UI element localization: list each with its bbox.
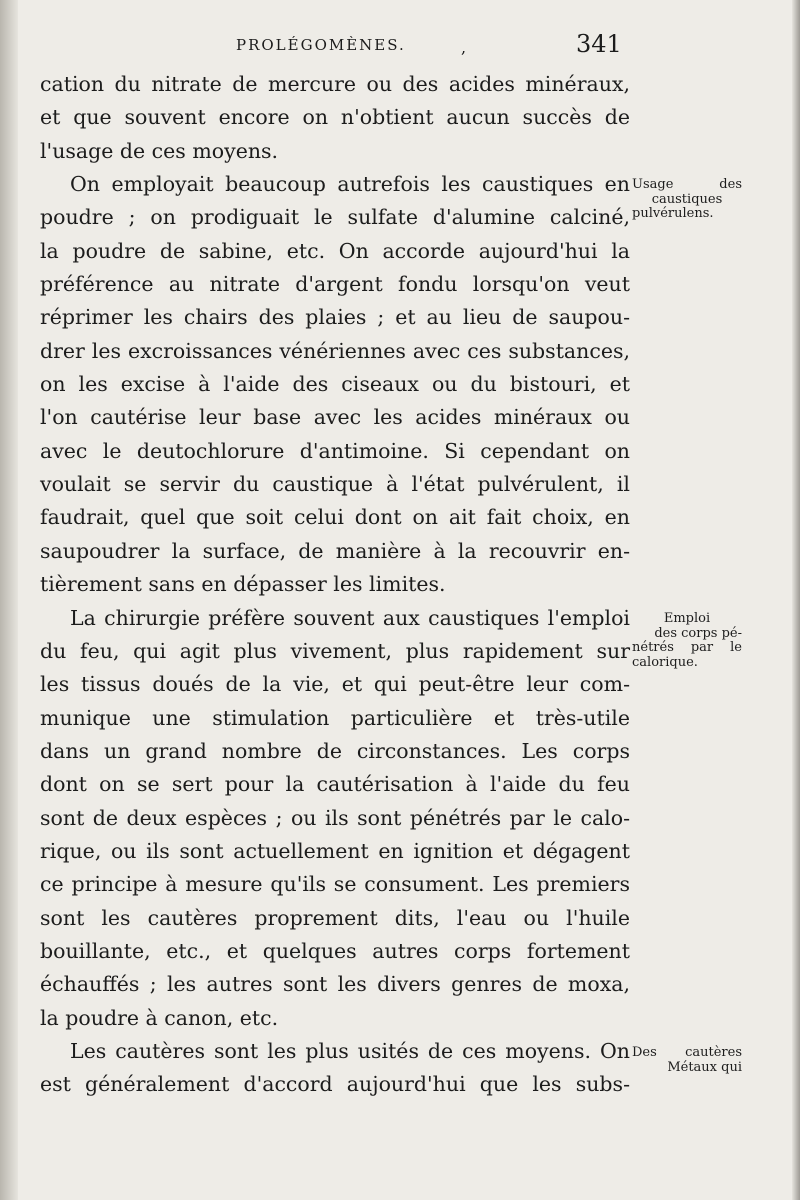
- text-line: poudre ; on prodiguait le sulfate d'alumine calciné,: [40, 205, 630, 230]
- text-line: réprimer les chairs des plaies ; et au lieu de saupou-: [40, 305, 630, 330]
- page-number: 341: [576, 30, 622, 58]
- text-line: La chirurgie préfère souvent aux caustiques l'emploi: [70, 605, 630, 630]
- side-note-line: caustiques: [651, 191, 723, 207]
- side-note-line: calorique.: [632, 654, 698, 670]
- text-line: faudrait, quel que soit celui dont on ait fait choix, en: [40, 505, 630, 530]
- text-line: l'on cautérise leur base avec les acides minéraux ou: [40, 405, 630, 430]
- paragraph-3: [40, 602, 630, 1035]
- side-note-caustiques: [632, 178, 742, 222]
- text-line: rique, ou ils sont actuellement en ignition et dégagent: [40, 838, 630, 863]
- text-line: avec le deutochlorure d'antimoine. Si cependant on: [40, 438, 630, 463]
- side-note-line: Des cautères: [632, 1045, 742, 1060]
- text-line: l'usage de ces moyens.: [40, 138, 279, 163]
- text-line: dont on se sert pour la cautérisation à l'aide du feu: [40, 772, 630, 797]
- side-note-emploi: [632, 612, 742, 670]
- text-line: saupoudrer la surface, de manière à la recouvrir en-: [40, 538, 630, 563]
- text-line: drer les excroissances vénériennes avec ces substances,: [40, 338, 630, 363]
- text-line: la poudre de sabine, etc. On accorde aujourd'hui la: [40, 238, 630, 263]
- paragraph-1: [40, 68, 630, 168]
- text-line: est généralement d'accord aujourd'hui que les subs-: [40, 1072, 630, 1097]
- text-line: cation du nitrate de mercure ou des acides minéraux,: [40, 72, 630, 96]
- text-line: et que souvent encore on n'obtient aucun succès de: [40, 105, 630, 130]
- text-line: On employait beaucoup autrefois les caustiques en: [70, 172, 630, 197]
- side-note-line: Métaux qui: [667, 1059, 742, 1075]
- side-note-line: nétrés par le: [632, 640, 742, 655]
- text-line: on les excise à l'aide des ciseaux ou du bistouri, et: [40, 372, 630, 397]
- side-note-line: des corps pé-: [654, 625, 742, 641]
- paragraph-2: [40, 168, 630, 601]
- running-head-mark: ,: [461, 38, 467, 57]
- side-note-line: Emploi: [663, 611, 711, 626]
- text-line: tièrement sans en dépasser les limites.: [40, 572, 446, 597]
- side-note-cauteres: [632, 1046, 742, 1075]
- side-note-line: Usage des: [632, 177, 742, 192]
- text-line: du feu, qui agit plus vivement, plus rapidement sur: [40, 638, 630, 663]
- paragraph-4: [40, 1035, 630, 1102]
- body-text: [40, 68, 630, 1102]
- text-line: la poudre à canon, etc.: [40, 1005, 279, 1030]
- text-line: munique une stimulation particulière et très-utile: [40, 705, 630, 730]
- text-line: dans un grand nombre de circonstances. Les corps: [40, 738, 630, 763]
- text-line: échauffés ; les autres sont les divers genres de moxa,: [40, 972, 630, 997]
- text-line: ce principe à mesure qu'ils se consument. Les premiers: [40, 872, 630, 897]
- running-head: [230, 30, 630, 60]
- running-head-title: PROLÉGOMÈNES.: [236, 36, 406, 54]
- text-line: voulait se servir du caustique à l'état pulvérulent, il: [40, 472, 630, 497]
- text-line: sont les cautères proprement dits, l'eau ou l'huile: [40, 905, 630, 930]
- text-line: préférence au nitrate d'argent fondu lorsqu'on veut: [40, 272, 630, 297]
- text-line: sont de deux espèces ; ou ils sont pénétrés par le calo-: [40, 805, 630, 830]
- side-note-line: pulvérulens.: [632, 206, 714, 221]
- text-line: Les cautères sont les plus usités de ces moyens. On: [70, 1038, 630, 1063]
- text-line: les tissus doués de la vie, et qui peut-être leur com-: [40, 672, 630, 697]
- text-line: bouillante, etc., et quelques autres corps fortement: [40, 938, 630, 963]
